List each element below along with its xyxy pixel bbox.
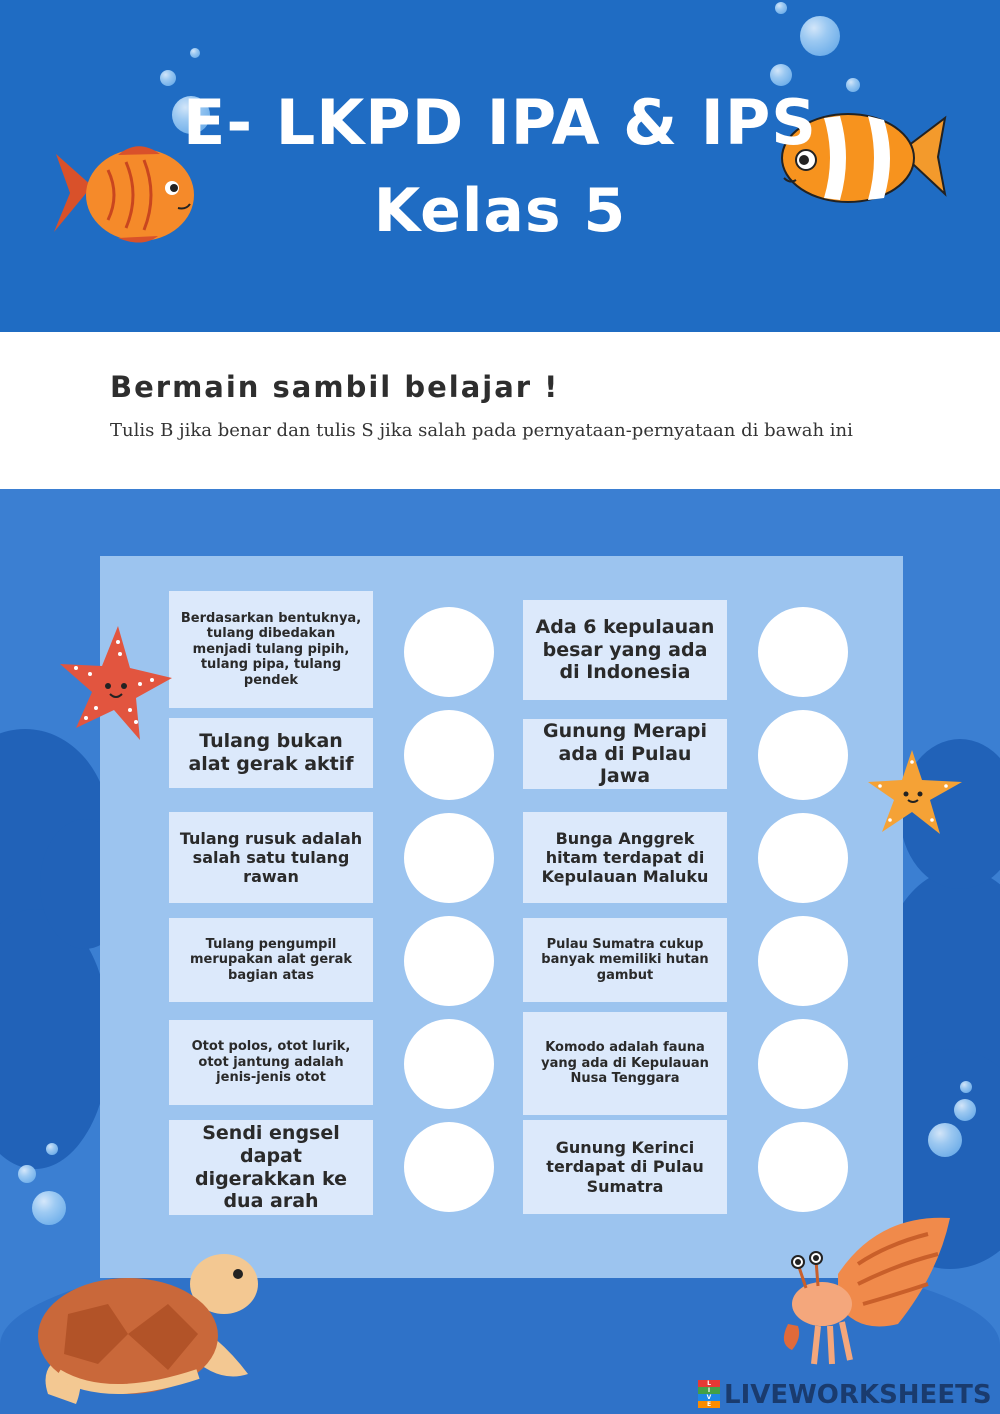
- statement-card: Tulang pengumpil merupakan alat gerak bagian atas: [169, 918, 373, 1002]
- bubble-icon: [775, 2, 787, 14]
- answer-slot[interactable]: [404, 1122, 494, 1212]
- instruction-text: Tulis B jika benar dan tulis S jika salah pada pernyataan-pernyataan di bawah ini: [110, 420, 853, 441]
- intro-section: [0, 332, 1000, 489]
- answer-slot[interactable]: [758, 1122, 848, 1212]
- statement-card: Otot polos, otot lurik, otot jantung adalah jenis-jenis otot: [169, 1020, 373, 1105]
- answer-slot[interactable]: [758, 813, 848, 903]
- answer-slot[interactable]: [758, 607, 848, 697]
- statement-card: Bunga Anggrek hitam terdapat di Kepulauan Maluku: [523, 812, 727, 903]
- section-heading: Bermain sambil belajar !: [110, 370, 560, 404]
- header-banner: [0, 0, 1000, 332]
- statement-card: Berdasarkan bentuknya, tulang dibedakan menjadi tulang pipih, tulang pipa, tulang pendek: [169, 591, 373, 708]
- bubble-icon: [928, 1123, 962, 1157]
- bubble-icon: [46, 1143, 58, 1155]
- statement-card: Gunung Merapi ada di Pulau Jawa: [523, 719, 727, 789]
- hermit-crab-icon: [778, 1214, 954, 1384]
- answer-slot[interactable]: [758, 710, 848, 800]
- statement-card: Gunung Kerinci terdapat di Pulau Sumatra: [523, 1120, 727, 1214]
- statement-card: Komodo adalah fauna yang ada di Kepulauan Nusa Tenggara: [523, 1012, 727, 1115]
- turtle-icon: [28, 1244, 264, 1414]
- answer-slot[interactable]: [758, 1019, 848, 1109]
- bubble-icon: [770, 64, 792, 86]
- page-title: E- LKPD IPA & IPS: [183, 86, 817, 159]
- answer-slot[interactable]: [758, 916, 848, 1006]
- answer-slot[interactable]: [404, 916, 494, 1006]
- bubble-icon: [954, 1099, 976, 1121]
- statement-card: Sendi engsel dapat digerakkan ke dua arah: [169, 1120, 373, 1215]
- page-subtitle: Kelas 5: [373, 176, 627, 246]
- liveworksheets-logo-icon: L I V E: [698, 1380, 720, 1408]
- bubble-icon: [190, 48, 200, 58]
- bubble-icon: [160, 70, 176, 86]
- bubble-icon: [960, 1081, 972, 1093]
- seaweed-icon: [0, 909, 110, 1169]
- bubble-icon: [18, 1165, 36, 1183]
- statement-card: Tulang rusuk adalah salah satu tulang rawan: [169, 812, 373, 903]
- statement-card: Tulang bukan alat gerak aktif: [169, 718, 373, 788]
- watermark-text: LIVEWORKSHEETS: [724, 1380, 992, 1410]
- answer-slot[interactable]: [404, 813, 494, 903]
- answer-slot[interactable]: [404, 607, 494, 697]
- statement-card: Ada 6 kepulauan besar yang ada di Indonesia: [523, 600, 727, 700]
- answer-slot[interactable]: [404, 1019, 494, 1109]
- bubble-icon: [800, 16, 840, 56]
- starfish-icon: [56, 622, 176, 744]
- statement-card: Pulau Sumatra cukup banyak memiliki hutan gambut: [523, 918, 727, 1002]
- starfish-icon: [866, 748, 966, 838]
- bubble-icon: [32, 1191, 66, 1225]
- answer-slot[interactable]: [404, 710, 494, 800]
